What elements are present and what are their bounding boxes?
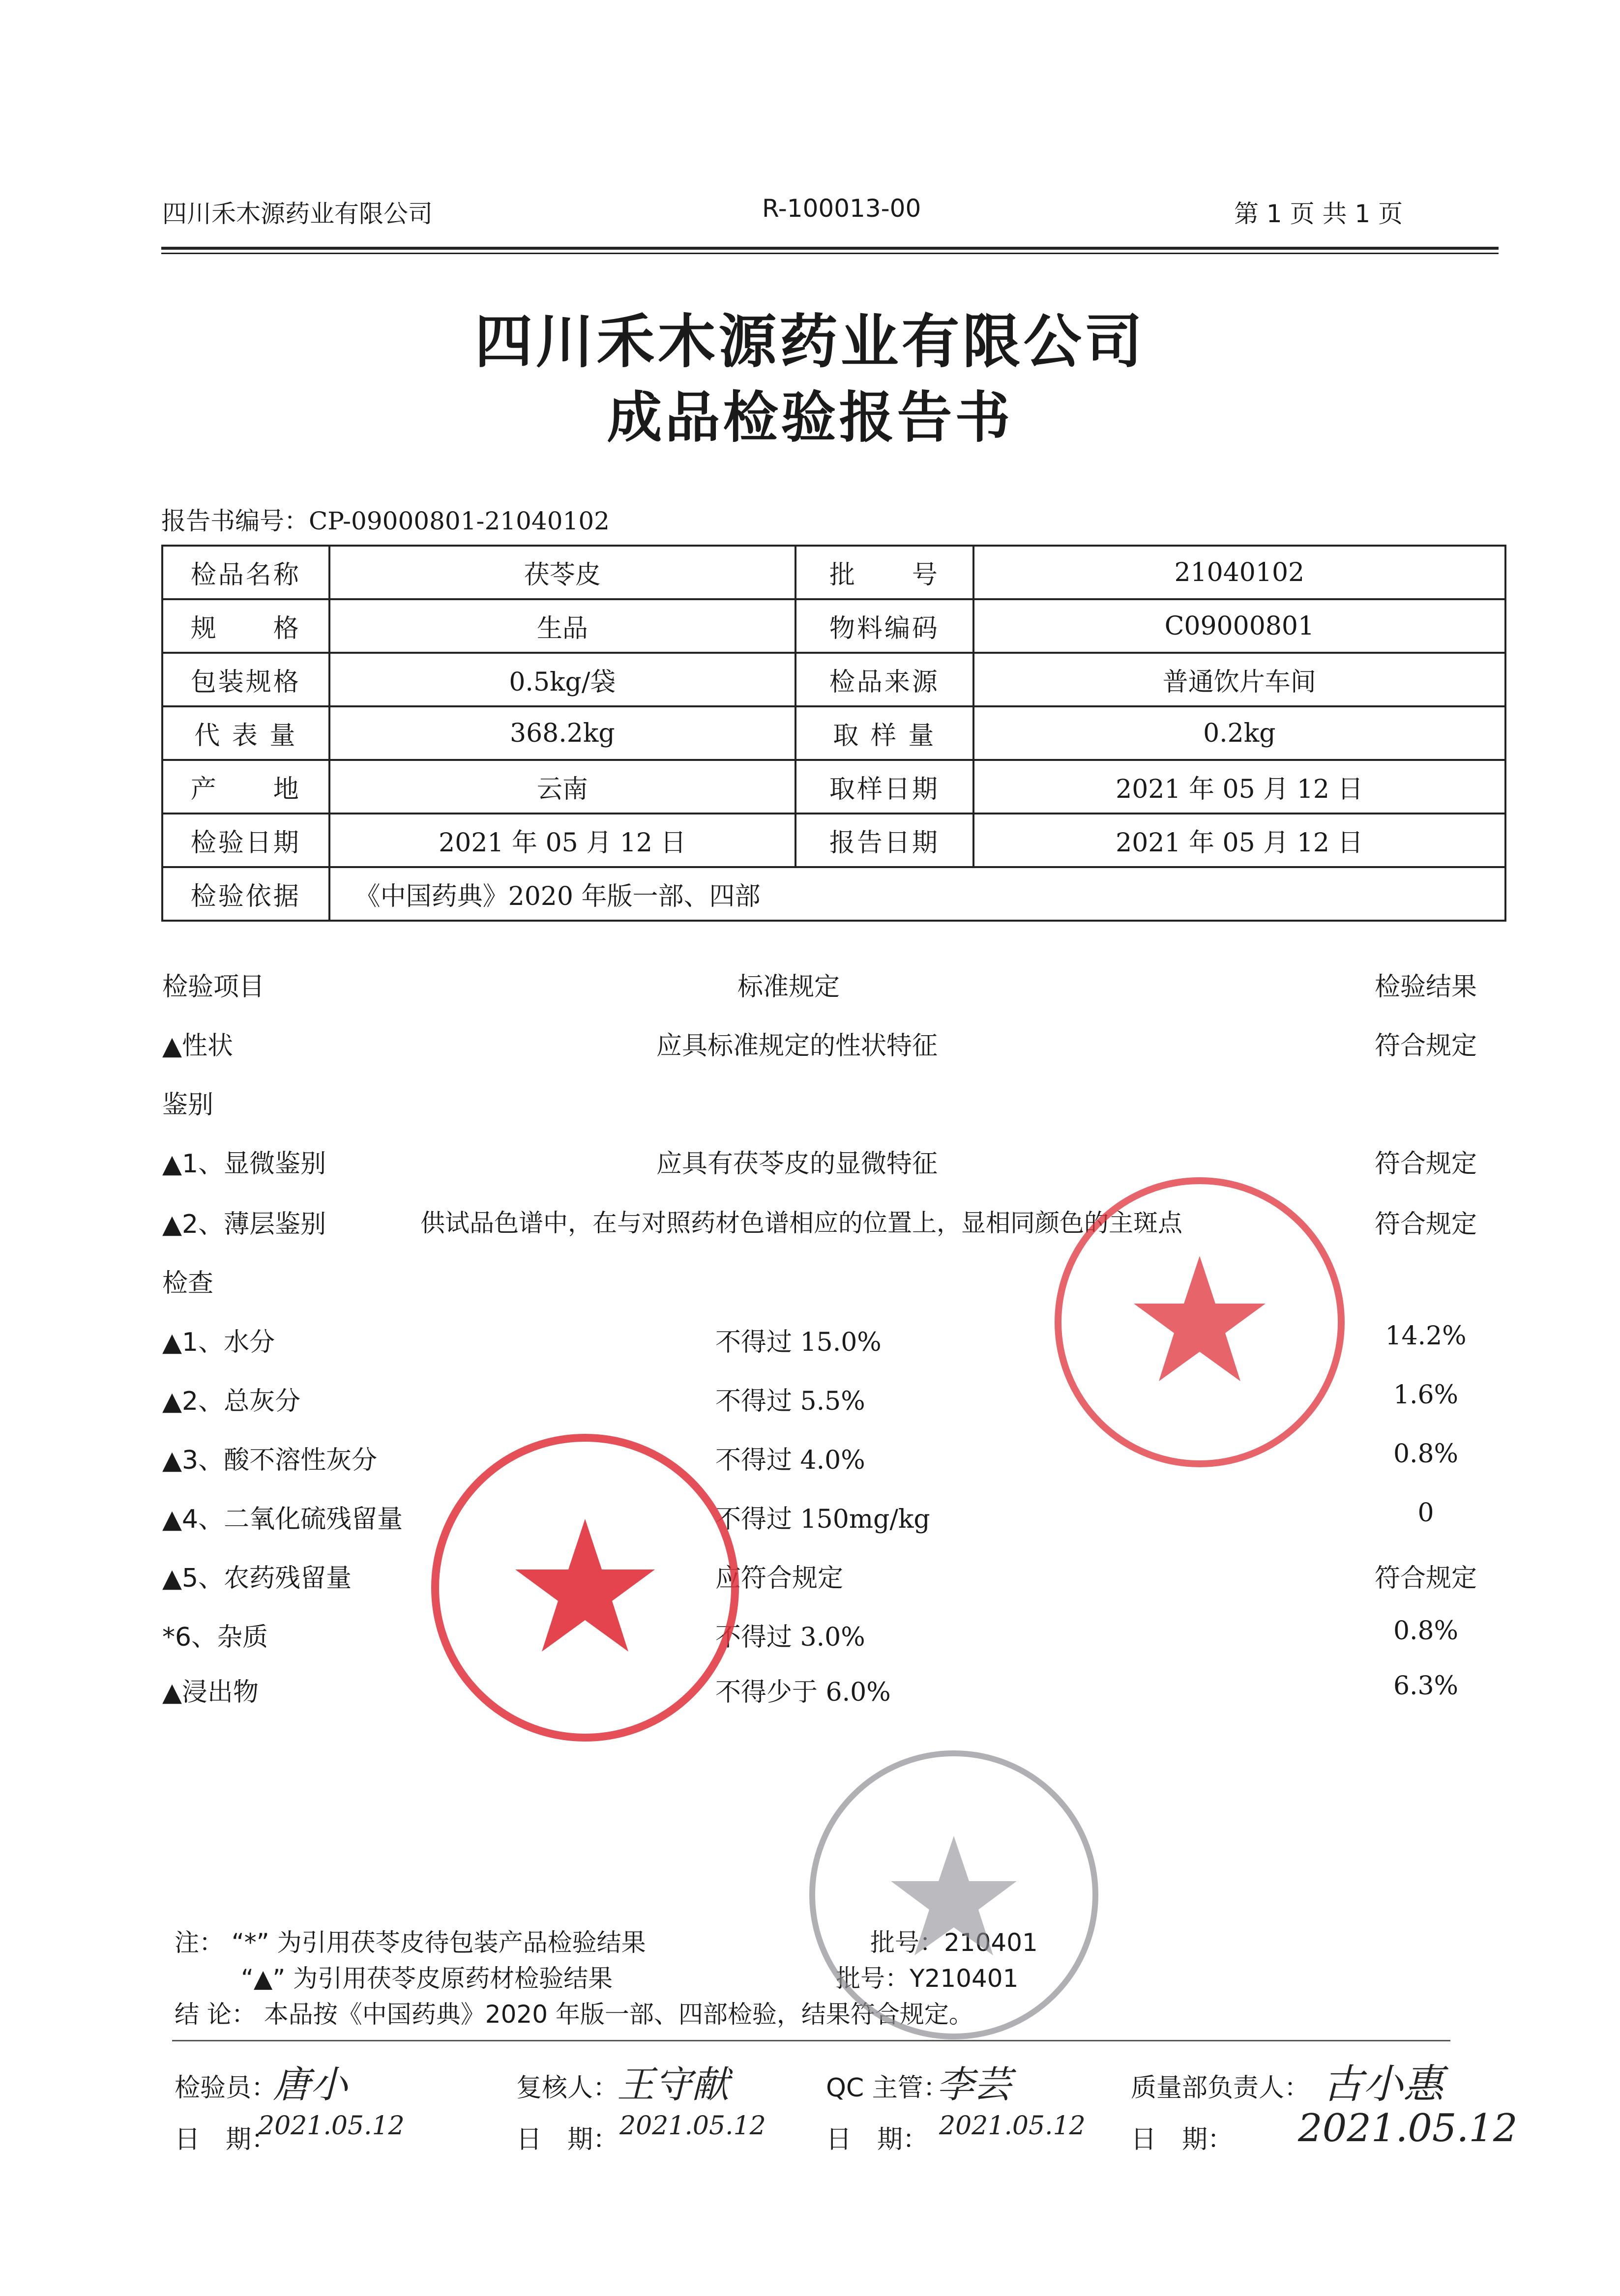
item-result: 0.8% bbox=[1393, 1616, 1459, 1646]
item-name: ▲4、二氧化硫残留量 bbox=[162, 1505, 403, 1534]
items-header bbox=[162, 966, 1500, 1005]
value-representative-qty: 368.2kg bbox=[329, 706, 795, 760]
item-result: 符合规定 bbox=[1374, 1210, 1477, 1239]
header-company: 四川禾木源药业有限公司 bbox=[162, 200, 433, 228]
value-test-date: 2021 年 05 月 12 日 bbox=[329, 814, 795, 867]
header-rule bbox=[161, 247, 1499, 250]
qc-label: QC 主管： bbox=[826, 2073, 949, 2103]
label-sampling-date: 取样日期 bbox=[795, 760, 973, 814]
item-result: 符合规定 bbox=[1374, 1564, 1477, 1593]
list-item bbox=[162, 1616, 1500, 1656]
value-sample-name: 茯苓皮 bbox=[329, 546, 795, 599]
date-label: 日 期： bbox=[1131, 2125, 1234, 2154]
value-source: 普通饮片车间 bbox=[973, 653, 1505, 706]
table-row bbox=[162, 546, 1505, 599]
item-name: ▲浸出物 bbox=[162, 1678, 259, 1707]
item-standard: 不得过 5.5% bbox=[715, 1387, 865, 1416]
label-report-date: 报告日期 bbox=[795, 814, 973, 867]
qc-date: 2021.05.12 bbox=[939, 2111, 1086, 2141]
reviewer-label: 复核人： bbox=[516, 2073, 619, 2103]
item-name: ▲2、总灰分 bbox=[162, 1387, 301, 1416]
label-sample-qty: 取 样 量 bbox=[795, 706, 973, 760]
list-item bbox=[162, 1498, 1500, 1538]
item-name: ▲性状 bbox=[162, 1031, 233, 1061]
item-standard: 不得过 15.0% bbox=[715, 1328, 882, 1357]
value-basis: 《中国药典》2020 年版一部、四部 bbox=[329, 867, 1505, 921]
item-name: ▲5、农药残留量 bbox=[162, 1564, 352, 1593]
note-batch-2: 批号：Y210401 bbox=[836, 1964, 1019, 1993]
title-company: 四川禾木源药业有限公司 bbox=[474, 308, 1146, 376]
report-number: 报告书编号：CP-09000801-21040102 bbox=[161, 507, 610, 535]
date-label: 日 期： bbox=[516, 2125, 619, 2154]
item-name: ▲1、水分 bbox=[162, 1328, 275, 1357]
date-label: 日 期： bbox=[175, 2125, 277, 2154]
item-result: 符合规定 bbox=[1374, 1149, 1477, 1179]
label-representative-qty: 代 表 量 bbox=[162, 706, 329, 760]
inspection-seal-red bbox=[1052, 1175, 1347, 1470]
list-item bbox=[162, 1084, 1500, 1123]
item-section: 检查 bbox=[162, 1269, 214, 1298]
label-source: 检品来源 bbox=[795, 653, 973, 706]
note-triangle: “▲” 为引用茯苓皮原药材检验结果 bbox=[241, 1964, 613, 1993]
info-table bbox=[161, 545, 1506, 922]
item-standard: 应具有茯苓皮的显微特征 bbox=[656, 1149, 938, 1179]
item-name: ▲3、酸不溶性灰分 bbox=[162, 1446, 378, 1475]
value-report-date: 2021 年 05 月 12 日 bbox=[973, 814, 1505, 867]
items-header-standard: 标准规定 bbox=[737, 972, 840, 1002]
item-standard: 不得过 3.0% bbox=[715, 1623, 865, 1652]
note-batch-1: 批号：210401 bbox=[870, 1928, 1038, 1957]
item-result: 0.8% bbox=[1393, 1439, 1459, 1469]
value-sample-qty: 0.2kg bbox=[973, 706, 1505, 760]
label-basis: 检验依据 bbox=[162, 867, 329, 921]
table-row bbox=[162, 814, 1505, 867]
reviewer-date: 2021.05.12 bbox=[619, 2111, 766, 2141]
item-result: 0 bbox=[1417, 1498, 1434, 1528]
date-label: 日 期： bbox=[826, 2125, 929, 2154]
item-standard: 不得过 4.0% bbox=[715, 1446, 865, 1475]
table-row bbox=[162, 867, 1505, 921]
reviewer-signature: 王守献 bbox=[617, 2063, 729, 2106]
header-page-info: 第 1 页 共 1 页 bbox=[1234, 200, 1403, 228]
inspector-signature: 唐小 bbox=[273, 2063, 348, 2106]
inspector-date: 2021.05.12 bbox=[258, 2111, 405, 2141]
label-test-date: 检验日期 bbox=[162, 814, 329, 867]
item-result: 1.6% bbox=[1393, 1380, 1459, 1410]
note-asterisk: 注： “*” 为引用茯苓皮待包装产品检验结果 bbox=[175, 1928, 646, 1957]
items-header-item: 检验项目 bbox=[162, 972, 265, 1002]
value-material-code: C09000801 bbox=[973, 599, 1505, 653]
item-name: *6、杂质 bbox=[162, 1623, 268, 1652]
header-rule-thin bbox=[161, 253, 1499, 254]
value-origin: 云南 bbox=[329, 760, 795, 814]
qm-signature: 古小惠 bbox=[1323, 2061, 1443, 2108]
header-doc-code: R-100013-00 bbox=[762, 194, 921, 223]
label-origin: 产 地 bbox=[162, 760, 329, 814]
value-batch-no: 21040102 bbox=[973, 546, 1505, 599]
table-row bbox=[162, 760, 1505, 814]
list-item bbox=[162, 1025, 1500, 1064]
item-standard: 供试品色谱中，在与对照药材色谱相应的位置上，显相同颜色的主斑点 bbox=[420, 1209, 1182, 1237]
label-spec: 规 格 bbox=[162, 599, 329, 653]
item-standard: 应符合规定 bbox=[715, 1564, 844, 1593]
conclusion: 结 论： 本品按《中国药典》2020 年版一部、四部检验，结果符合规定。 bbox=[175, 2000, 973, 2029]
list-item bbox=[162, 1557, 1500, 1597]
qc-signature: 李芸 bbox=[937, 2063, 1011, 2106]
list-item bbox=[162, 1671, 1500, 1711]
item-name: ▲1、显微鉴别 bbox=[162, 1149, 326, 1179]
item-standard: 不得过 150mg/kg bbox=[715, 1505, 930, 1534]
value-package: 0.5kg/袋 bbox=[329, 653, 795, 706]
title-report: 成品检验报告书 bbox=[607, 386, 1013, 450]
quality-dept-seal-red bbox=[428, 1430, 742, 1745]
item-name: ▲2、薄层鉴别 bbox=[162, 1210, 326, 1239]
items-header-result: 检验结果 bbox=[1374, 972, 1477, 1002]
item-section: 鉴别 bbox=[162, 1090, 214, 1120]
value-sampling-date: 2021 年 05 月 12 日 bbox=[973, 760, 1505, 814]
item-standard: 不得少于 6.0% bbox=[715, 1678, 891, 1707]
label-sample-name: 检品名称 bbox=[162, 546, 329, 599]
table-row bbox=[162, 653, 1505, 706]
table-row bbox=[162, 599, 1505, 653]
item-result: 14.2% bbox=[1385, 1321, 1467, 1351]
inspection-seal-gray bbox=[806, 1747, 1101, 2042]
label-material-code: 物料编码 bbox=[795, 599, 973, 653]
value-spec: 生品 bbox=[329, 599, 795, 653]
item-result: 6.3% bbox=[1393, 1671, 1459, 1701]
label-package: 包装规格 bbox=[162, 653, 329, 706]
qm-date: 2021.05.12 bbox=[1298, 2106, 1518, 2151]
item-standard: 应具标准规定的性状特征 bbox=[656, 1031, 938, 1061]
table-row bbox=[162, 706, 1505, 760]
label-batch-no: 批 号 bbox=[795, 546, 973, 599]
inspector-label: 检验员： bbox=[175, 2073, 277, 2103]
qm-label: 质量部负责人： bbox=[1131, 2073, 1310, 2103]
item-result: 符合规定 bbox=[1374, 1031, 1477, 1061]
